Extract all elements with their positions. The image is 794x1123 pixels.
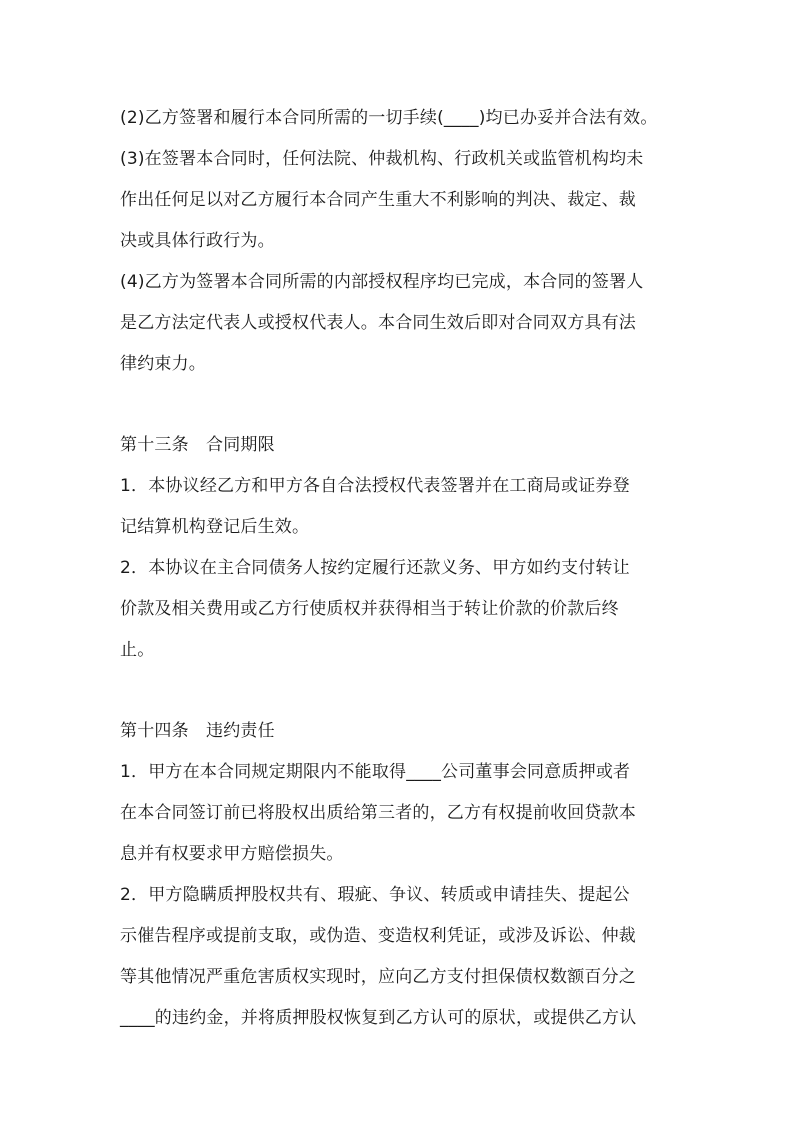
paragraph-line: (4)乙方为签署本合同所需的内部授权程序均已完成，本合同的签署人: [120, 272, 644, 292]
paragraph-line: 息并有权要求甲方赔偿损失。: [120, 844, 344, 864]
clause-block-warranties: [120, 98, 680, 385]
paragraph-line: ____的违约金，并将质押股权恢复到乙方认可的原状，或提供乙方认: [120, 1008, 637, 1028]
article-13-section: [120, 425, 680, 671]
paragraph-line: 决或具体行政行为。: [120, 231, 275, 251]
paragraph-line: 1．本协议经乙方和甲方各自合法授权代表签署并在工商局或证券登: [120, 476, 630, 496]
section-spacer: [120, 671, 680, 711]
article-14-section: [120, 711, 680, 1039]
paragraph-line: 等其他情况严重危害质权实现时，应向乙方支付担保债权数额百分之: [120, 967, 636, 987]
paragraph-line: 是乙方法定代表人或授权代表人。本合同生效后即对合同双方具有法: [120, 313, 636, 333]
paragraph-line: 1．甲方在本合同规定期限内不能取得____公司董事会同意质押或者: [120, 762, 631, 782]
paragraph-line: (3)在签署本合同时，任何法院、仲裁机构、行政机关或监管机构均未: [120, 149, 644, 169]
section-spacer: [120, 385, 680, 425]
paragraph-line: 2．本协议在主合同债务人按约定履行还款义务、甲方如约支付转让: [120, 558, 630, 578]
article-14-heading: 第十四条 违约责任: [120, 721, 275, 741]
paragraph-line: 律约束力。: [120, 354, 206, 374]
paragraph-line: 作出任何足以对乙方履行本合同产生重大不利影响的判决、裁定、裁: [120, 190, 636, 210]
paragraph-line: 2．甲方隐瞒质押股权共有、瑕疵、争议、转质或申请挂失、提起公: [120, 885, 630, 905]
paragraph-line: 价款及相关费用或乙方行使质权并获得相当于转让价款的价款后终: [120, 599, 619, 619]
document-body: [120, 98, 680, 1039]
paragraph-line: 记结算机构登记后生效。: [120, 517, 310, 537]
article-13-heading: 第十三条 合同期限: [120, 435, 275, 455]
paragraph-line: 示催告程序或提前支取，或伪造、变造权利凭证，或涉及诉讼、仲裁: [120, 926, 636, 946]
paragraph-line: 在本合同签订前已将股权出质给第三者的，乙方有权提前收回贷款本: [120, 803, 636, 823]
paragraph-line: 止。: [120, 640, 155, 660]
paragraph-line: (2)乙方签署和履行本合同所需的一切手续(____)均已办妥并合法有效。: [120, 108, 658, 128]
